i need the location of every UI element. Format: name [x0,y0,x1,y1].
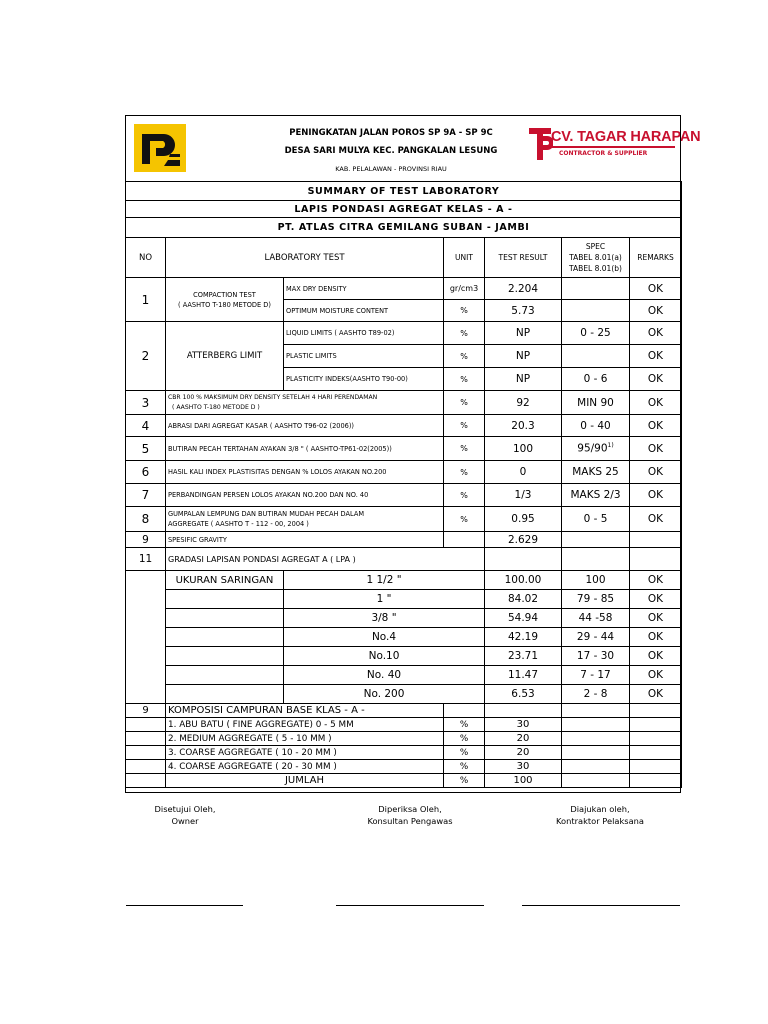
empty-cell [126,732,166,746]
empty-cell [562,718,630,732]
test-parameter: MAX DRY DENSITY [284,278,444,300]
sieve-result: 42.19 [485,628,562,647]
title-row [126,182,682,201]
komposisi-item: 1. ABU BATU ( FINE AGGREGATE) 0 - 5 MM [166,718,444,732]
col-unit: UNIT [444,238,485,278]
test-unit: % [444,322,485,345]
table-row [126,415,682,437]
signature-role: Konsultan Pengawas [367,816,453,826]
signature-role: Kontraktor Pelaksana [555,816,645,826]
contractor-tagline: CONTRACTOR & SUPPLIER [559,150,648,157]
table-row [126,391,682,415]
signature-caption: Disetujui Oleh, [154,804,216,814]
komposisi-item: 3. COARSE AGGREGATE ( 10 - 20 MM ) [166,746,444,760]
empty-cell [630,746,682,760]
empty-cell [166,666,284,685]
empty-cell [630,548,682,571]
table-row [126,746,682,760]
title-row [126,218,682,238]
test-spec: 0 - 5 [562,507,630,532]
komposisi-total-value: 100 [485,774,562,788]
test-spec: MAKS 25 [562,461,630,484]
header-project: PENINGKATAN JALAN POROS SP 9A - SP 9C [289,128,493,138]
test-remark: OK [630,300,682,322]
empty-cell [562,532,630,548]
sieve-size: No. 200 [284,685,485,704]
table-row [126,548,682,571]
sieve-size: 3/8 " [284,609,485,628]
signature-caption: Diajukan oleh, [570,804,630,814]
test-remark: OK [630,368,682,391]
sieve-result: 100.00 [485,571,562,590]
sieve-size: 1 1/2 " [284,571,485,590]
test-unit: % [444,461,485,484]
col-test-result: TEST RESULT [485,238,562,278]
signature-line-owner [126,905,243,906]
sieve-size: No.4 [284,628,485,647]
test-name: HASIL KALI INDEX PLASTISITAS DENGAN % LOLOS AYAKAN NO.200 [166,461,444,484]
test-name-line: AGGREGATE ( AASHTO T - 112 - 00, 2004 ) [168,520,309,528]
sieve-spec: 2 - 8 [562,685,630,704]
test-name [166,391,444,415]
test-unit: % [444,507,485,532]
test-name-line: CBR 100 % MAKSIMUM DRY DENSITY SETELAH 4 HARI PERENDAMAN [168,393,378,401]
komposisi-value: 30 [485,718,562,732]
komposisi-total-label: JUMLAH [166,774,444,788]
title-row [126,201,682,218]
test-name [166,507,444,532]
col-no: NO [126,238,166,278]
test-result: 2.629 [485,532,562,548]
komposisi-unit: % [444,746,485,760]
sieve-remark: OK [630,571,682,590]
empty-cell [630,532,682,548]
table-row [126,484,682,507]
col-spec [562,238,630,278]
test-result: 20.3 [485,415,562,437]
test-spec [562,300,630,322]
empty-cell [444,532,485,548]
sieve-result: 23.71 [485,647,562,666]
col-spec-label: SPEC [585,242,606,251]
contractor-logo [529,126,701,166]
contractor-rule [551,146,675,148]
test-name-line: GUMPALAN LEMPUNG DAN BUTIRAN MUDAH PECAH DALAM [168,510,365,518]
empty-cell [126,760,166,774]
test-unit: % [444,345,485,368]
table-row [126,507,682,532]
row-number: 9 [126,532,166,548]
test-remark: OK [630,415,682,437]
row-number: 3 [126,391,166,415]
col-spec-table-b: TABEL 8.01(b) [569,264,622,273]
empty-cell [562,732,630,746]
col-spec-table-a: TABEL 8.01(a) [569,253,622,262]
komposisi-value: 20 [485,746,562,760]
test-parameter: PLASTIC LIMITS [284,345,444,368]
title-summary: SUMMARY OF TEST LABORATORY [126,182,682,201]
sieve-remark: OK [630,647,682,666]
sieve-size: 1 " [284,590,485,609]
test-result: NP [485,322,562,345]
test-result: NP [485,368,562,391]
table-row [126,666,682,685]
komposisi-title: KOMPOSISI CAMPURAN BASE KLAS - A - [166,704,444,718]
empty-cell [485,704,562,718]
test-name-line: COMPACTION TEST [193,290,256,299]
komposisi-item: 4. COARSE AGGREGATE ( 20 - 30 MM ) [166,760,444,774]
sieve-remark: OK [630,590,682,609]
test-unit: % [444,368,485,391]
title-company: PT. ATLAS CITRA GEMILANG SUBAN - JAMBI [126,218,682,238]
test-remark: OK [630,345,682,368]
test-name: BUTIRAN PECAH TERTAHAN AYAKAN 3/8 " ( AASHTO-TP61-02(2005)) [166,437,444,461]
col-remarks: REMARKS [630,238,682,278]
test-spec: MAKS 2/3 [562,484,630,507]
row-number: 4 [126,415,166,437]
spec-footnote: 1) [607,442,614,450]
test-unit: % [444,415,485,437]
test-remark: OK [630,437,682,461]
empty-cell [630,718,682,732]
test-spec: 0 - 40 [562,415,630,437]
test-spec [562,437,630,461]
contractor-monogram-icon [529,126,553,162]
sieve-remark: OK [630,666,682,685]
row-number: 11 [126,548,166,571]
test-result: 5.73 [485,300,562,322]
test-name: PERBANDINGAN PERSEN LOLOS AYAKAN NO.200 DAN NO. 40 [166,484,444,507]
table-row [126,590,682,609]
sieve-spec: 100 [562,571,630,590]
header-location: DESA SARI MULYA KEC. PANGKALAN LESUNG [284,146,498,156]
gradasi-title: GRADASI LAPISAN PONDASI AGREGAT A ( LPA ) [166,548,485,571]
empty-cell [126,746,166,760]
empty-cell [444,704,485,718]
gradasi-label: UKURAN SARINGAN [166,571,284,590]
row-number: 5 [126,437,166,461]
signature-line-contractor [522,905,680,906]
empty-cell [166,628,284,647]
empty-cell [166,685,284,704]
sieve-remark: OK [630,609,682,628]
table-row [126,718,682,732]
test-unit: % [444,484,485,507]
empty-cell [166,609,284,628]
empty-cell [630,774,682,788]
table-row [126,461,682,484]
komposisi-unit: % [444,718,485,732]
sieve-result: 84.02 [485,590,562,609]
test-name [166,278,284,322]
komposisi-unit: % [444,760,485,774]
empty-cell [166,590,284,609]
empty-cell [562,704,630,718]
contractor-name: CV. TAGAR HARAPAN [551,129,701,145]
sieve-result: 11.47 [485,666,562,685]
title-lpa: LAPIS PONDASI AGREGAT KELAS - A - [126,201,682,218]
sieve-remark: OK [630,628,682,647]
table-row [126,628,682,647]
signature-role: Owner [171,816,199,826]
table-row [126,760,682,774]
komposisi-unit: % [444,732,485,746]
lab-summary-sheet [125,115,701,788]
test-spec: 0 - 25 [562,322,630,345]
empty-cell [630,704,682,718]
signature-contractor [535,803,665,827]
test-remark: OK [630,461,682,484]
sieve-result: 54.94 [485,609,562,628]
test-name: SPESIFIC GRAVITY [166,532,444,548]
test-result: NP [485,345,562,368]
row-number: 1 [126,278,166,322]
row-number: 7 [126,484,166,507]
signature-consultant [340,803,480,827]
header-region: KAB. PELALAWAN - PROVINSI RIAU [335,165,447,173]
table-row [126,322,682,345]
test-name-line: ( AASHTO T-180 METODE D ) [172,403,260,411]
test-name: ABRASI DARI AGREGAT KASAR ( AASHTO T96-02 (2006)) [166,415,444,437]
sieve-spec: 17 - 30 [562,647,630,666]
empty-cell [126,571,166,704]
test-spec: MIN 90 [562,391,630,415]
test-remark: OK [630,391,682,415]
empty-cell [562,548,630,571]
test-result: 2.204 [485,278,562,300]
table-row [126,774,682,788]
ministry-logo-icon [134,124,186,172]
test-spec: 0 - 6 [562,368,630,391]
table-row [126,437,682,461]
sieve-size: No. 40 [284,666,485,685]
sieve-spec: 44 -58 [562,609,630,628]
sieve-spec: 79 - 85 [562,590,630,609]
test-result: 0 [485,461,562,484]
test-result: 1/3 [485,484,562,507]
test-remark: OK [630,507,682,532]
row-number: 8 [126,507,166,532]
empty-cell [485,548,562,571]
empty-cell [126,774,166,788]
table-row [126,609,682,628]
signature-owner [125,803,245,827]
komposisi-value: 30 [485,760,562,774]
row-number: 9 [126,704,166,718]
column-header-row [126,238,682,278]
komposisi-unit: % [444,774,485,788]
empty-cell [630,732,682,746]
signature-line-consultant [336,905,484,906]
empty-cell [126,718,166,732]
signature-caption: Diperiksa Oleh, [378,804,442,814]
sieve-remark: OK [630,685,682,704]
empty-cell [630,760,682,774]
document-header [125,115,701,181]
test-result: 92 [485,391,562,415]
test-remark: OK [630,278,682,300]
test-name-line: ( AASHTO T-180 METODE D) [178,300,271,309]
test-parameter: PLASTICITY INDEKS(AASHTO T90-00) [284,368,444,391]
row-number: 6 [126,461,166,484]
table-row [126,704,682,718]
test-spec [562,345,630,368]
sieve-spec: 7 - 17 [562,666,630,685]
table-row [126,532,682,548]
row-number: 2 [126,322,166,391]
sieve-result: 6.53 [485,685,562,704]
komposisi-value: 20 [485,732,562,746]
test-unit: % [444,391,485,415]
komposisi-item: 2. MEDIUM AGGREGATE ( 5 - 10 MM ) [166,732,444,746]
spec-value: 95/90 [577,442,608,455]
test-remark: OK [630,322,682,345]
test-unit: % [444,437,485,461]
empty-cell [562,760,630,774]
test-parameter: OPTIMUM MOISTURE CONTENT [284,300,444,322]
test-name: ATTERBERG LIMIT [166,322,284,391]
test-unit: gr/cm3 [444,278,485,300]
table-row [126,571,682,590]
table-row [126,278,682,300]
sieve-spec: 29 - 44 [562,628,630,647]
test-parameter: LIQUID LIMITS ( AASHTO T89-02) [284,322,444,345]
sieve-size: No.10 [284,647,485,666]
col-laboratory-test: LABORATORY TEST [166,238,444,278]
test-spec [562,278,630,300]
test-result: 100 [485,437,562,461]
test-result: 0.95 [485,507,562,532]
table-row [126,685,682,704]
summary-table [125,181,682,788]
empty-cell [562,746,630,760]
test-remark: OK [630,484,682,507]
table-row [126,732,682,746]
table-row [126,647,682,666]
test-unit: % [444,300,485,322]
empty-cell [166,647,284,666]
empty-cell [562,774,630,788]
